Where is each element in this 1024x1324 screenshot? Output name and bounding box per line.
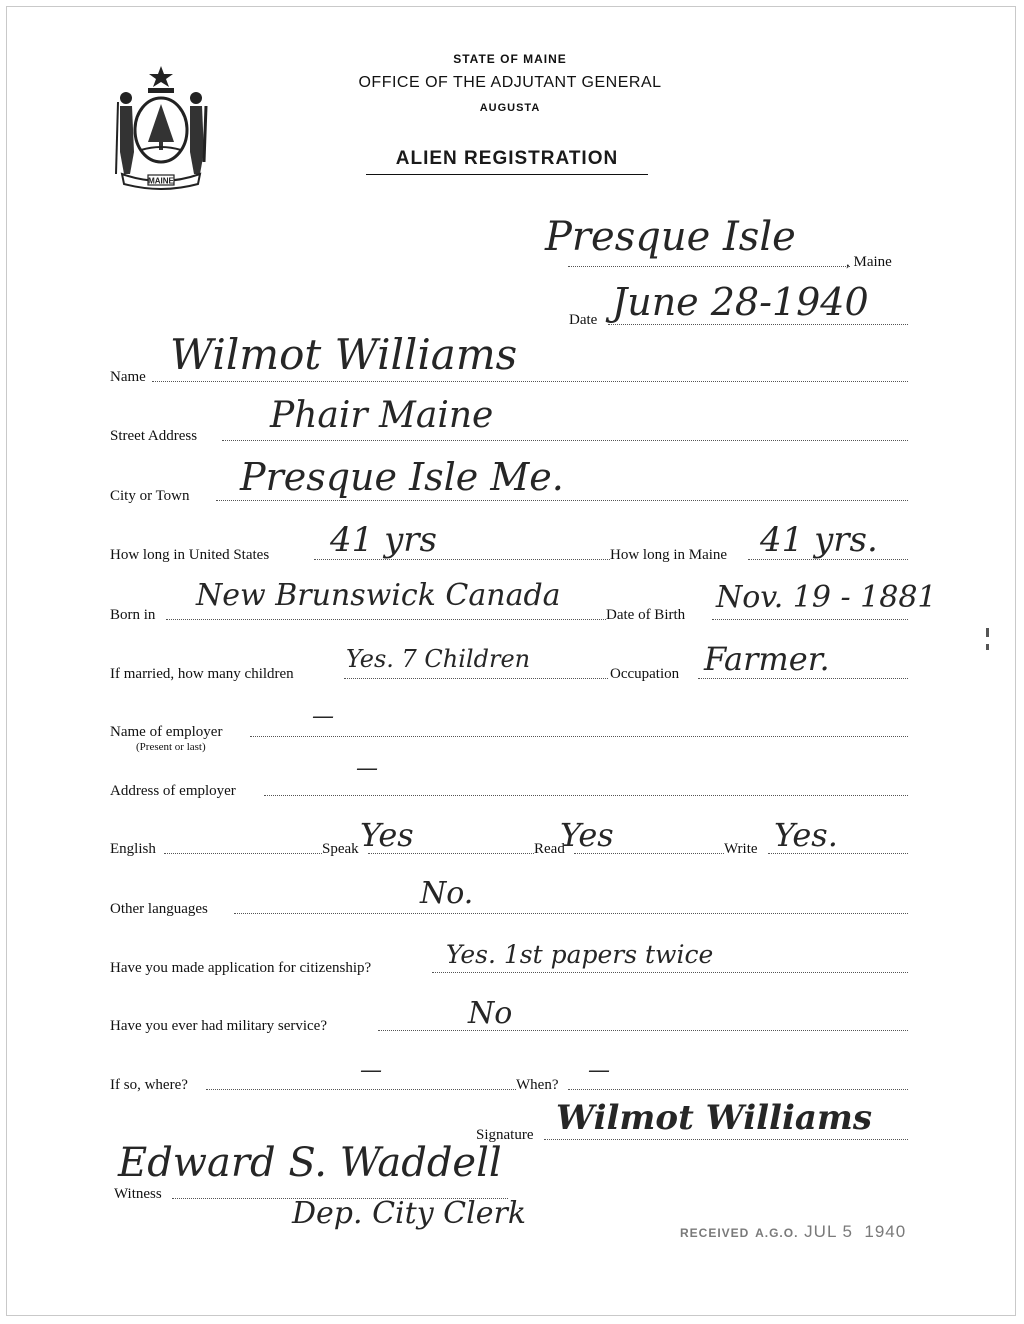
employer-sublabel: (Present or last) [136,741,206,753]
city-entry: Presque Isle Me. [240,455,564,499]
other-languages-line [234,913,908,914]
place-entry: Presque Isle [545,214,796,260]
occupation-line [698,678,908,679]
military-entry: No [468,996,513,1031]
where-entry: — [360,1058,382,1083]
when-label: When? [516,1077,559,1093]
children-label: If married, how many children [110,666,294,682]
employer-line [250,736,908,737]
how-long-us-label: How long in United States [110,547,270,563]
name-label: Name [110,369,146,385]
dob-label: Date of Birth [606,607,686,623]
citizenship-label: Have you made application for citizenship? [110,960,372,976]
occupation-entry: Farmer. [704,640,830,678]
employer-address-line [264,795,908,796]
military-line [378,1030,908,1031]
how-long-maine-entry: 41 yrs. [760,520,878,560]
read-label: Read [534,841,565,857]
when-entry: — [588,1058,610,1083]
header-office: OFFICE OF THE ADJUTANT GENERAL [358,74,662,91]
born-in-entry: New Brunswick Canada [196,578,561,613]
signature-line [544,1139,908,1140]
write-label: Write [724,841,758,857]
read-entry: Yes [560,816,614,854]
svg-text:MAINE: MAINE [148,176,174,186]
employer-address-label: Address of employer [110,783,236,799]
witness-title-entry: Dep. City Clerk [292,1196,526,1231]
scan-mark [986,644,989,650]
employer-entry: — [312,704,334,729]
stamp-received: RECEIVED [680,1226,750,1240]
employer-label: Name of employer [110,724,223,740]
citizenship-entry: Yes. 1st papers twice [446,940,714,969]
form-title: ALIEN REGISTRATION [366,148,648,175]
stamp-date: JUL 5 1940 [804,1222,907,1241]
where-label: If so, where? [110,1077,188,1093]
where-line [206,1089,516,1090]
how-long-us-entry: 41 yrs [330,520,437,560]
signature-entry: Wilmot Williams [556,1098,873,1138]
header-city: AUGUSTA [479,102,541,114]
born-in-label: Born in [110,607,156,623]
military-label: Have you ever had military service? [110,1018,327,1034]
maine-label: , Maine [846,254,892,270]
other-languages-label: Other languages [110,901,208,917]
date-label: Date [569,312,598,328]
born-in-line [166,619,606,620]
dob-entry: Nov. 19 - 1881 [716,580,937,615]
street-line [222,440,908,441]
date-entry: June 28-1940 [612,280,869,324]
city-label: City or Town [110,488,190,504]
name-line [152,381,908,382]
street-entry: Phair Maine [270,395,494,436]
street-label: Street Address [110,428,198,444]
speak-label: Speak [322,841,359,857]
place-line [568,266,850,267]
witness-name-entry: Edward S. Waddell [118,1140,502,1186]
citizenship-line [432,972,908,973]
scan-mark [986,628,989,637]
witness-label: Witness [114,1186,162,1202]
write-entry: Yes. [774,816,838,854]
date-line [608,324,908,325]
when-line [568,1089,908,1090]
speak-entry: Yes [360,816,414,854]
header-state: STATE OF MAINE [453,52,567,66]
english-label: English [110,841,156,857]
signature-label: Signature [476,1127,534,1143]
name-entry: Wilmot Williams [170,330,518,379]
stamp-agency: A.G.O. [755,1226,799,1240]
other-languages-entry: No. [420,876,474,911]
children-entry: Yes. 7 Children [346,645,531,673]
children-line [344,678,608,679]
how-long-maine-label: How long in Maine [610,547,728,563]
city-line [216,500,908,501]
employer-address-entry: — [356,756,378,781]
dob-line [712,619,908,620]
received-stamp [680,1222,906,1242]
english-line [164,853,322,854]
occupation-label: Occupation [610,666,680,682]
